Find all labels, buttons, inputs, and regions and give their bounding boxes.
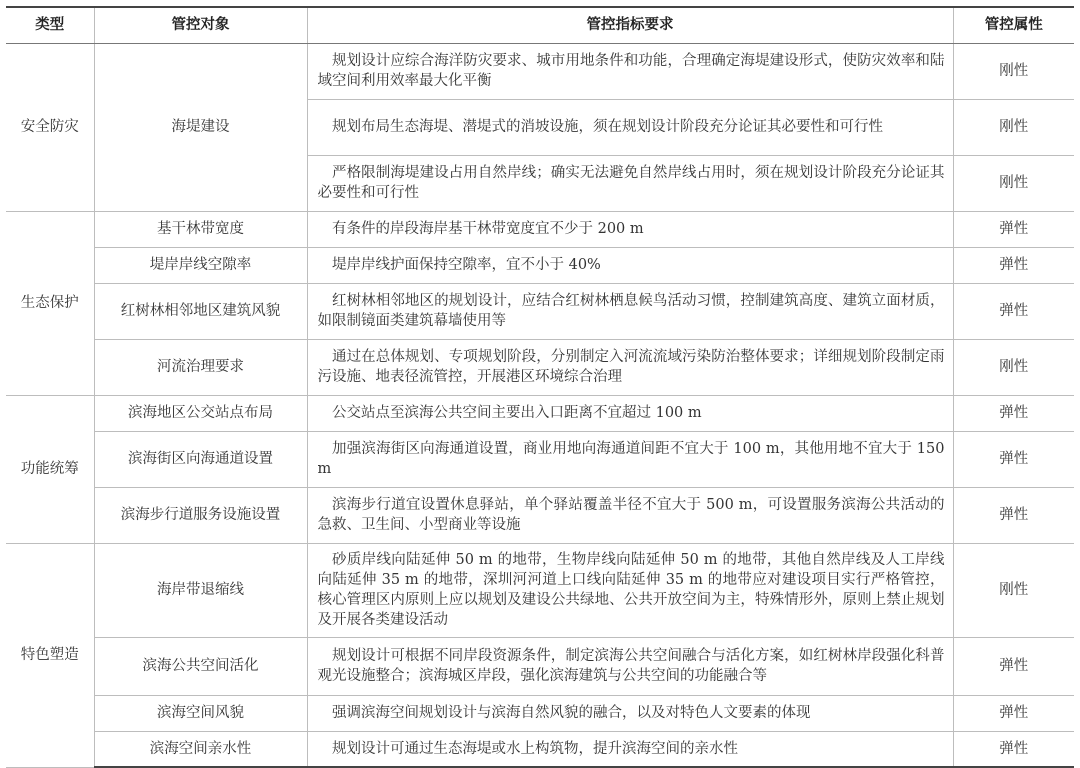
requirement-text: 有条件的岸段海岸基干林带宽度宜不少于 200 m [332,221,644,237]
object-cell: 滨海空间风貌 [94,695,307,731]
attribute-cell: 弹性 [953,487,1074,543]
table-row [6,487,1074,543]
requirement-cell [307,695,953,731]
requirement-text: 规划布局生态海堤、潜堤式的消坡设施，须在规划设计阶段充分论证其必要性和可行性 [332,119,883,135]
attribute-cell: 弹性 [953,395,1074,431]
control-indicator-table [6,6,1074,768]
object-cell: 堤岸岸线空隙率 [94,247,307,283]
attribute-cell: 刚性 [953,99,1074,155]
table-row [6,695,1074,731]
requirement-text: 堤岸岸线护面保持空隙率，宜不小于 40% [332,257,601,273]
attribute-cell: 弹性 [953,431,1074,487]
table-row [6,43,1074,99]
table-row [6,247,1074,283]
requirement-cell [307,43,953,99]
requirement-cell [307,247,953,283]
table-row [6,395,1074,431]
requirement-cell [307,155,953,211]
header-type: 类型 [6,7,94,43]
requirement-cell [307,543,953,637]
requirement-text: 公交站点至滨海公共空间主要出入口距离不宜超过 100 m [332,405,702,421]
attribute-cell: 刚性 [953,543,1074,637]
requirement-text: 规划设计应综合海洋防灾要求、城市用地条件和功能，合理确定海堤建设形式，使防灾效率和陆域空间利用效率最大化平衡 [317,53,945,89]
table-row [6,431,1074,487]
attribute-cell: 弹性 [953,637,1074,695]
requirement-cell [307,731,953,767]
requirement-cell [307,339,953,395]
attribute-cell: 弹性 [953,247,1074,283]
requirement-cell [307,211,953,247]
requirement-text: 规划设计可根据不同岸段资源条件，制定滨海公共空间融合与活化方案，如红树林岸段强化科普观光设施整合；滨海城区岸段，强化滨海建筑与公共空间的功能融合等 [317,648,945,684]
category-cell: 功能统筹 [6,395,94,543]
object-cell: 滨海公共空间活化 [94,637,307,695]
header-requirement: 管控指标要求 [307,7,953,43]
table-row [6,731,1074,767]
attribute-cell: 刚性 [953,339,1074,395]
object-cell: 海岸带退缩线 [94,543,307,637]
requirement-text: 砂质岸线向陆延伸 50 m 的地带，生物岸线向陆延伸 50 m 的地带，其他自然岸线及人工岸线向陆延伸 35 m 的地带，深圳河河道上口线向陆延伸 35 m 的地带应对建设项目实行严格管控，核心管理区内原则上应以规划及建设公共绿地、公共开放空间为主，特殊情形外，原则上禁止规划及开展各类建设活动 [317,552,945,628]
requirement-text: 红树林相邻地区的规划设计，应结合红树林栖息候鸟活动习惯，控制建筑高度、建筑立面材质，如限制镜面类建筑幕墙使用等 [317,293,945,329]
requirement-cell [307,637,953,695]
attribute-cell: 弹性 [953,695,1074,731]
category-cell: 生态保护 [6,211,94,395]
attribute-cell: 刚性 [953,155,1074,211]
requirement-text: 加强滨海街区向海通道设置，商业用地向海通道间距不宜大于 100 m，其他用地不宜大于 150 m [317,441,945,477]
table-row [6,211,1074,247]
header-row [6,7,1074,43]
requirement-cell [307,283,953,339]
table-row [6,637,1074,695]
attribute-cell: 弹性 [953,211,1074,247]
requirement-text: 通过在总体规划、专项规划阶段，分别制定入河流流域污染防治整体要求；详细规划阶段制定雨污设施、地表径流管控，开展港区环境综合治理 [317,349,945,385]
table-row [6,543,1074,637]
requirement-cell [307,431,953,487]
requirement-cell [307,487,953,543]
header-attribute: 管控属性 [953,7,1074,43]
table-row [6,339,1074,395]
requirement-text: 严格限制海堤建设占用自然岸线；确实无法避免自然岸线占用时，须在规划设计阶段充分论证其必要性和可行性 [317,165,945,201]
attribute-cell: 弹性 [953,731,1074,767]
requirement-text: 规划设计可通过生态海堤或水上构筑物，提升滨海空间的亲水性 [332,740,738,757]
object-cell: 河流治理要求 [94,339,307,395]
object-cell: 滨海地区公交站点布局 [94,395,307,431]
object-cell: 滨海街区向海通道设置 [94,431,307,487]
object-cell: 红树林相邻地区建筑风貌 [94,283,307,339]
object-cell: 滨海步行道服务设施设置 [94,487,307,543]
category-cell: 安全防灾 [6,43,94,211]
requirement-cell [307,395,953,431]
object-cell: 滨海空间亲水性 [94,731,307,767]
table-row [6,283,1074,339]
requirement-text: 强调滨海空间规划设计与滨海自然风貌的融合，以及对特色人文要素的体现 [332,705,811,721]
object-cell: 基干林带宽度 [94,211,307,247]
requirement-text: 滨海步行道宜设置休息驿站，单个驿站覆盖半径不宜大于 500 m，可设置服务滨海公共活动的急救、卫生间、小型商业等设施 [317,497,945,533]
category-cell: 特色塑造 [6,543,94,767]
attribute-cell: 弹性 [953,283,1074,339]
object-cell: 海堤建设 [94,43,307,211]
header-object: 管控对象 [94,7,307,43]
attribute-cell: 刚性 [953,43,1074,99]
requirement-cell [307,99,953,155]
